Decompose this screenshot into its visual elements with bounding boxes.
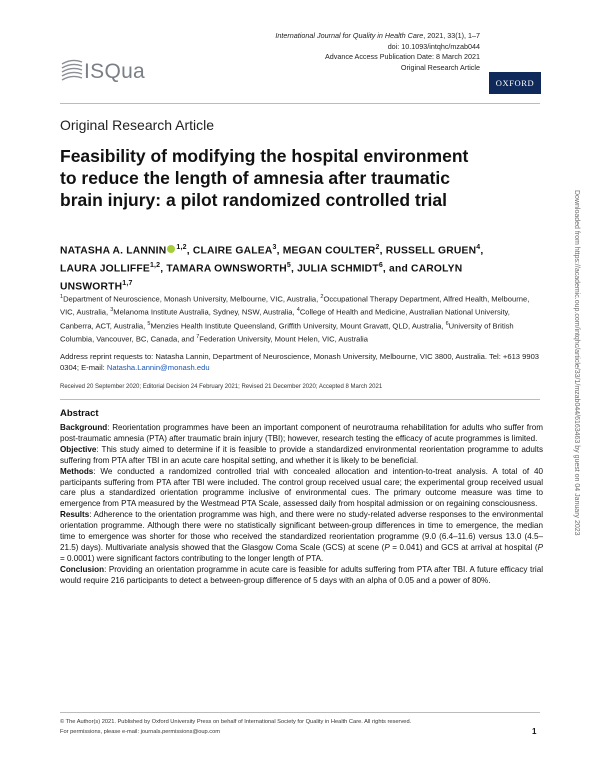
abstract-divider xyxy=(60,399,540,400)
orcid-icon[interactable] xyxy=(167,245,175,253)
author-separator: , xyxy=(480,245,484,257)
author-list xyxy=(60,241,510,295)
results-label: Results xyxy=(60,510,90,520)
p-value-symbol-1: P xyxy=(384,542,390,552)
affiliation-text: Occupational Therapy Department, Alfred Health, Melbourne, VIC, Australia, xyxy=(60,294,530,317)
abstract-objective xyxy=(60,445,543,467)
objective-text: : This study aimed to determine if it is feasible to provide a standardized environmental reorientation programme to adults suffering from PTA after TBI in an acute care hospital setting, and whether it is likely to be beneficial. xyxy=(60,444,543,465)
methods-text: : We conducted a randomized controlled trial with concealed allocation and intention-to-treat analysis. A total of 40 participants suffering from PTA after TBI were included. The control group received usual care; the experimental group received usual care plus a standardized orientation programme inclusive of environmental cues. The primary outcome measure was time to emergence from PTA measured by the Westmead PTA Scale, assessed daily from hospital admission or on regaining consciousness. xyxy=(60,466,543,509)
affiliation-text: Department of Neuroscience, Monash University, Melbourne, VIC, Australia, xyxy=(63,294,321,304)
affiliation-number: 6 xyxy=(445,320,449,327)
journal-doi[interactable]: doi: 10.1093/intqhc/mzab044 xyxy=(387,41,480,51)
author-affiliation-marker: 6 xyxy=(378,261,383,269)
conclusion-label: Conclusion xyxy=(60,564,105,574)
advance-access-date: Advance Access Publication Date: 8 March 2021 xyxy=(324,52,480,61)
corresponding-email-link[interactable]: Natasha.Lannin@monash.edu xyxy=(106,362,210,372)
author-name: CLAIRE GALEA xyxy=(192,245,273,257)
results-text-b: = 0.041) and GCS at arrival at hospital ( xyxy=(389,542,538,552)
author-separator: , xyxy=(290,263,298,275)
abstract-methods xyxy=(60,467,543,511)
affiliation-number: 4 xyxy=(296,307,300,314)
abstract-conclusion xyxy=(60,565,543,587)
affiliation-number: 5 xyxy=(147,320,151,327)
abstract-background xyxy=(60,423,543,445)
isqua-logo-text: ISQua xyxy=(84,60,146,83)
author-name: CAROLYN UNSWORTH xyxy=(60,263,463,293)
section-label: Original Research Article xyxy=(60,117,215,133)
author-affiliation-marker: 3 xyxy=(272,244,277,251)
isqua-logo xyxy=(60,56,170,90)
abstract-results xyxy=(60,510,543,565)
affiliations xyxy=(60,292,540,346)
header-divider xyxy=(60,103,540,104)
copyright-notice: © The Author(s) 2021. Published by Oxford University Press on behalf of International Society for Quality in Health Care. All rights reserved. xyxy=(60,719,412,725)
author-name: NATASHA A. LANNIN xyxy=(60,245,167,257)
page-number: 1 xyxy=(532,727,537,736)
affiliation-number: 2 xyxy=(320,294,324,300)
article-type: Original Research Article xyxy=(400,62,480,72)
journal-name: International Journal for Quality in Health Care xyxy=(275,31,424,40)
correspondence-address xyxy=(60,352,540,374)
author-affiliation-marker: 1,2 xyxy=(176,244,187,251)
author-affiliation-marker: 1,2 xyxy=(149,261,161,269)
address-text: Address reprint requests to: Natasha Lannin, Department of Neuroscience, Monash University, Melbourne, VIC 3800, Australia. Tel: +613 9903 0304; E-mail: xyxy=(60,352,540,372)
author-separator: , xyxy=(186,245,193,257)
affiliation-number: 1 xyxy=(60,294,64,300)
affiliation-number: 3 xyxy=(110,307,114,314)
author-affiliation-marker: 4 xyxy=(476,244,481,251)
author-name: RUSSELL GRUEN xyxy=(385,245,477,257)
author-affiliation-marker: 1,7 xyxy=(122,279,133,287)
results-text-a: : Adherence to the orientation programme was high, and there were no study-related adverse responses to the environmental orientation programme. Although there were no statistically significant between-group differences in time to emergence, the median time to emergence was shorter for those who received the standardized reorientation programme (9.0 (6.4–11.6) versus 13.0 (4.5–21.5) days). Multivariate analysis showed that the Glasgow Coma Scale (GCS) at scene ( xyxy=(60,510,543,552)
journal-meta xyxy=(275,31,480,73)
oxford-badge: OXFORD xyxy=(489,72,541,94)
permissions-notice: For permissions, please e-mail: journals.permissions@oup.com xyxy=(60,729,221,735)
author-name: MEGAN COULTER xyxy=(282,245,376,257)
author-name: JULIA SCHMIDT xyxy=(297,263,379,275)
abstract-body xyxy=(60,423,543,587)
affiliation-text: College of Health and Medicine, Australian National University, Canberra, ACT, Australia, xyxy=(60,307,510,331)
author-affiliation-marker: 2 xyxy=(375,244,380,251)
journal-citation xyxy=(275,31,480,42)
download-watermark: Downloaded from https://academic.oup.com/intqhc/article/33/1/mzab044/6163463 by guest on 04 January 2023 xyxy=(573,190,580,536)
affiliation-text: Federation University, Mount Helen, VIC, Australia xyxy=(199,334,368,344)
methods-label: Methods xyxy=(60,466,94,476)
author-affiliation-marker: 5 xyxy=(286,261,291,269)
author-separator: , and xyxy=(382,263,411,275)
author-separator: , xyxy=(160,263,167,275)
author-separator: , xyxy=(379,245,386,257)
footer-divider xyxy=(60,712,540,713)
author-separator: , xyxy=(276,245,283,257)
affiliation-text: Melanoma Institute Australia, Sydney, NSW, Australia, xyxy=(113,307,297,317)
abstract-heading: Abstract xyxy=(60,408,99,419)
p-value-symbol-2: P xyxy=(537,542,543,552)
submission-dates: Received 20 September 2020; Editorial Decision 24 February 2021; Revised 21 December 2020; Accepted 8 March 2021 xyxy=(60,384,383,390)
isqua-swoosh-icon xyxy=(60,56,86,86)
footer xyxy=(60,717,520,737)
journal-volume: , 2021, 33(1), 1–7 xyxy=(423,31,480,40)
author-name: TAMARA OWNSWORTH xyxy=(166,263,287,275)
results-text-c: = 0.0001) were significant factors contributing to the longer length of PTA. xyxy=(60,553,324,563)
article-title: Feasibility of modifying the hospital environment to reduce the length of amnesia after traumatic brain injury: a pilot randomized controlled trial xyxy=(60,146,469,210)
background-text: : Reorientation programmes have been an important component of neurotrauma rehabilitation for adults who suffer from post-traumatic amnesia (PTA) after traumatic brain injury (TBI); however, research testing the efficacy of acute programmes is limited. xyxy=(60,423,543,443)
affiliation-text: University of British Columbia, Vancouver, BC, Canada, and xyxy=(60,321,514,344)
objective-label: Objective xyxy=(60,444,97,454)
author-name: LAURA JOLLIFFE xyxy=(60,263,150,275)
conclusion-text: : Providing an orientation programme in acute care is feasible for adults suffering from PTA after TBI. A future efficacy trial would require 216 participants to detect a between-group difference of 5 days with an alpha of 0.05 and a power of 80%. xyxy=(60,564,543,585)
affiliation-number: 7 xyxy=(196,334,200,341)
background-label: Background xyxy=(60,423,108,432)
affiliation-text: Menzies Health Institute Queensland, Griffith University, Mount Gravatt, QLD, Australia, xyxy=(150,321,446,331)
